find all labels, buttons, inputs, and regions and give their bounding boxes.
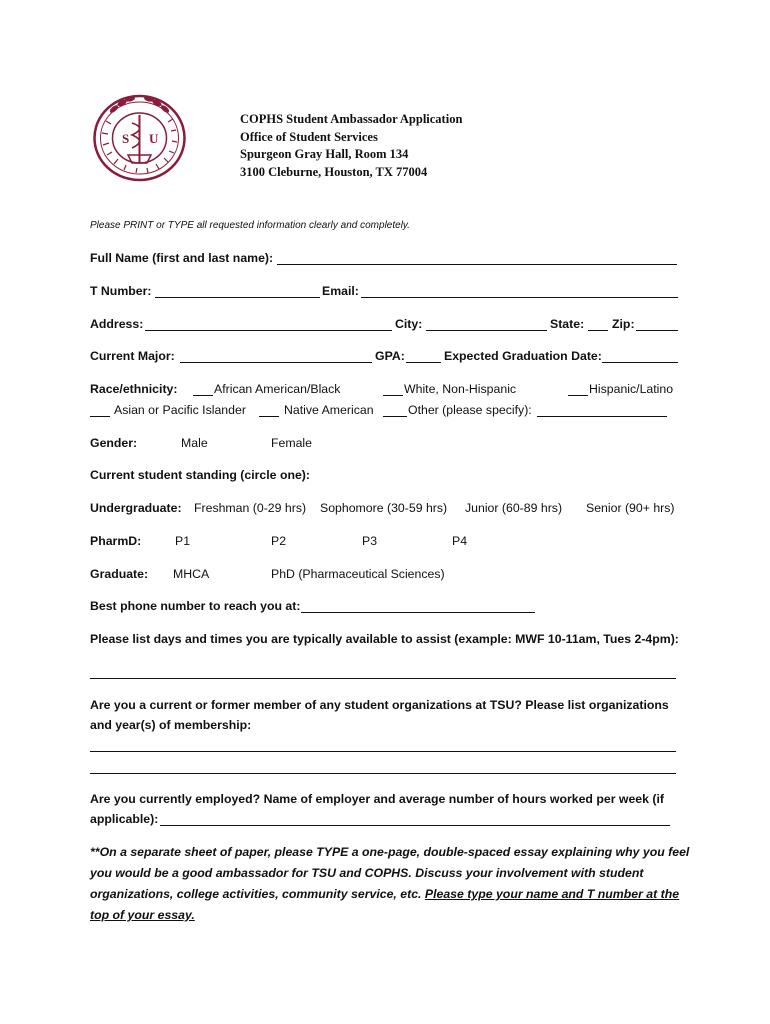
full-name-label: Full Name (first and last name):	[90, 251, 274, 265]
seal-letter-u: U	[149, 131, 159, 146]
t-number-field[interactable]	[155, 297, 320, 298]
race-option-native-american: Native American	[284, 403, 374, 417]
standing-label: Current student standing (circle one):	[90, 468, 310, 482]
orgs-field-line2[interactable]	[90, 773, 676, 774]
major-label: Current Major:	[90, 349, 175, 363]
undergrad-option-senior[interactable]: Senior (90+ hrs)	[586, 501, 675, 515]
race-blank-hispanic[interactable]	[568, 395, 588, 396]
employed-field[interactable]	[160, 825, 670, 826]
race-blank-asian[interactable]	[90, 416, 110, 417]
seal-letter-s: S	[122, 131, 130, 146]
gpa-field[interactable]	[406, 362, 441, 363]
availability-label: Please list days and times you are typically available to assist (example: MWF 10-11am, Tues 2-4pm):	[90, 632, 679, 646]
t-number-label: T Number:	[90, 284, 152, 298]
grad-date-label: Expected Graduation Date:	[444, 349, 602, 363]
race-blank-native-american[interactable]	[259, 416, 279, 417]
instructions: Please PRINT or TYPE all requested information clearly and completely.	[90, 220, 410, 231]
phone-field[interactable]	[301, 612, 535, 613]
header-title: COPHS Student Ambassador Application	[240, 112, 463, 126]
race-option-white: White, Non-Hispanic	[404, 382, 517, 396]
pharmd-option-p3[interactable]: P3	[362, 534, 378, 548]
city-field[interactable]	[426, 330, 547, 331]
essay-name-note: Please type your name and T number at the top of your essay.	[90, 887, 680, 922]
university-seal	[92, 93, 187, 183]
race-blank-white[interactable]	[383, 395, 403, 396]
race-option-other: Other (please specify):	[408, 403, 532, 417]
city-label: City:	[395, 317, 423, 331]
header-block	[240, 111, 462, 181]
essay-instructions	[90, 842, 690, 926]
state-label: State:	[550, 317, 585, 331]
gender-option-female[interactable]: Female	[271, 436, 313, 450]
header-building: Spurgeon Gray Hall, Room 134	[240, 147, 409, 161]
essay-text: **On a separate sheet of paper, please TYPE a one-page, double-spaced essay explaining why you feel you would be a good ambassador for TSU and COPHS. Discuss your involvement with student organizations, college activities, community service, etc.	[90, 845, 690, 901]
major-field[interactable]	[180, 362, 372, 363]
gender-label: Gender:	[90, 436, 138, 450]
race-option-asian: Asian or Pacific Islander	[114, 403, 246, 417]
full-name-field[interactable]	[277, 264, 677, 265]
race-label: Race/ethnicity:	[90, 382, 178, 396]
seal-graphic	[92, 93, 187, 183]
pharmd-option-p2[interactable]: P2	[271, 534, 287, 548]
graduate-option-phd[interactable]: PhD (Pharmaceutical Sciences)	[271, 567, 445, 581]
race-option-hispanic: Hispanic/Latino	[589, 382, 674, 396]
header-address: 3100 Cleburne, Houston, TX 77004	[240, 164, 428, 179]
pharmd-label: PharmD:	[90, 534, 142, 548]
header-office: Office of Student Services	[240, 129, 378, 144]
gender-option-male[interactable]: Male	[181, 436, 208, 450]
employed-question-line2: applicable):	[90, 812, 159, 826]
phone-label: Best phone number to reach you at:	[90, 599, 301, 613]
undergrad-option-freshman[interactable]: Freshman (0-29 hrs)	[194, 501, 307, 515]
orgs-field-line1[interactable]	[90, 751, 676, 752]
undergrad-option-sophomore[interactable]: Sophomore (30-59 hrs)	[320, 501, 448, 515]
race-blank-other[interactable]	[383, 416, 407, 417]
race-other-specify-field[interactable]	[537, 416, 667, 417]
email-label: Email:	[322, 284, 359, 298]
orgs-question-line1: Are you a current or former member of any student organizations at TSU? Please list organizations	[90, 698, 669, 712]
pharmd-option-p4[interactable]: P4	[452, 534, 468, 548]
zip-label: Zip:	[612, 317, 635, 331]
email-field[interactable]	[361, 297, 678, 298]
race-option-african-american: African American/Black	[214, 382, 341, 396]
pharmd-option-p1[interactable]: P1	[175, 534, 191, 548]
availability-field[interactable]	[90, 678, 676, 679]
orgs-question-line2: and year(s) of membership:	[90, 718, 252, 732]
race-blank-african-american[interactable]	[193, 395, 213, 396]
zip-field[interactable]	[636, 330, 678, 331]
graduate-option-mhca[interactable]: MHCA	[173, 567, 210, 581]
undergrad-option-junior[interactable]: Junior (60-89 hrs)	[465, 501, 563, 515]
address-field[interactable]	[145, 330, 392, 331]
employed-question-line1: Are you currently employed? Name of employer and average number of hours worked per week (if	[90, 792, 665, 806]
graduate-label: Graduate:	[90, 567, 149, 581]
undergrad-label: Undergraduate:	[90, 501, 182, 515]
grad-date-field[interactable]	[602, 362, 678, 363]
gpa-label: GPA:	[375, 349, 405, 363]
address-label: Address:	[90, 317, 144, 331]
state-field[interactable]	[588, 330, 608, 331]
